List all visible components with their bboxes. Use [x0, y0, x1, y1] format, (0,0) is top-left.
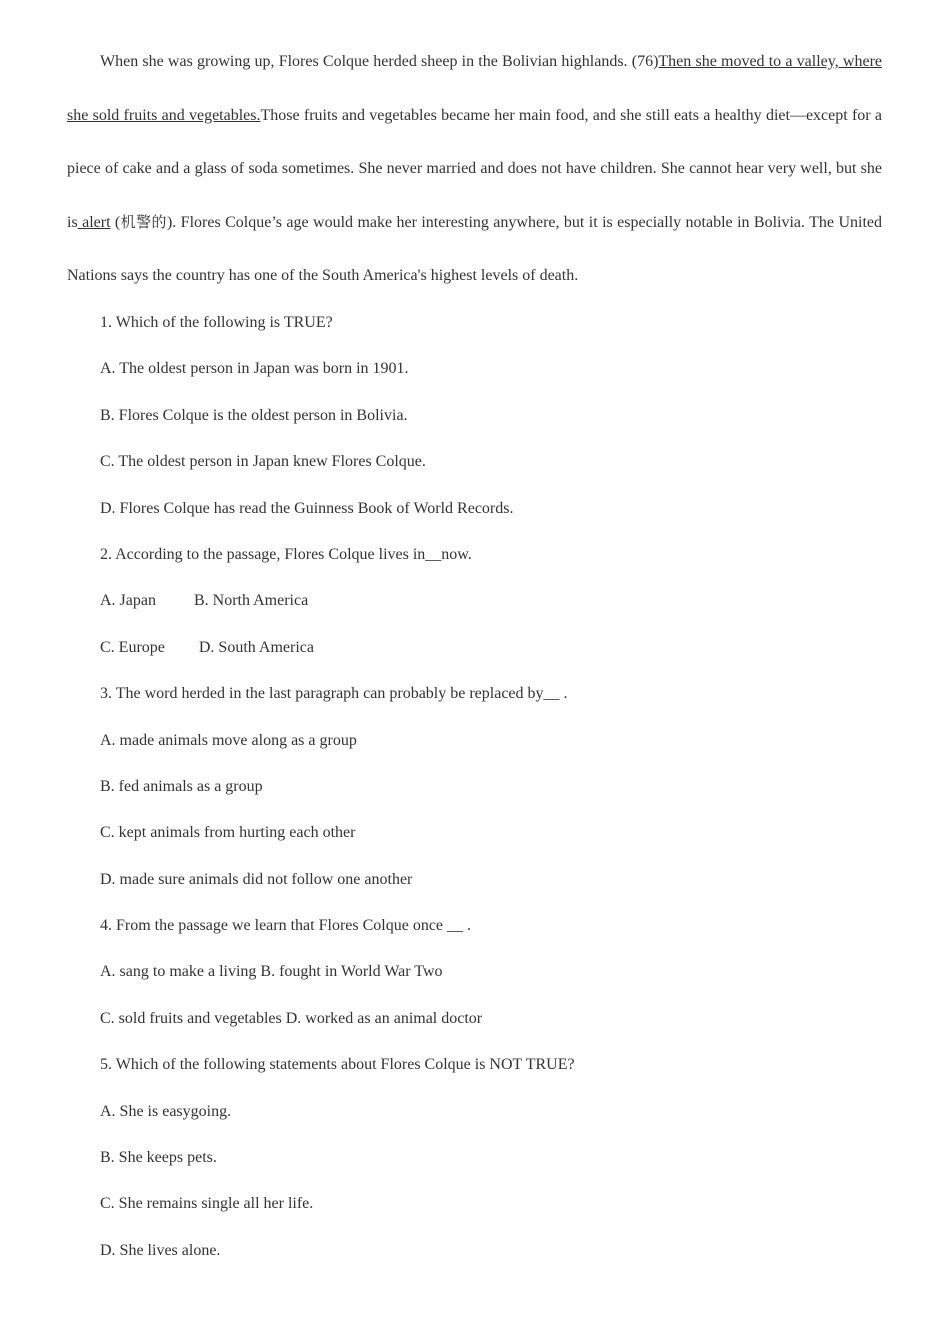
answer-option: C. The oldest person in Japan knew Flores Colque. [100, 453, 426, 471]
question-stem: 1. Which of the following is TRUE? [100, 314, 333, 331]
passage-text: ). Flores Colque’s age would make her interesting anywhere, but it is especially notable in Bolivia. The United Nations says the country has one of the South America's highest levels of death. [67, 213, 883, 285]
question-5 [100, 1042, 880, 1274]
reading-passage [67, 35, 882, 303]
answer-option: D. made sure animals did not follow one another [100, 870, 413, 888]
answer-option: A. made animals move along as a group [100, 731, 357, 749]
answer-option: B. Flores Colque is the oldest person in Bolivia. [100, 406, 408, 424]
answer-option-row [100, 578, 880, 624]
answer-option: D. South America [198, 638, 314, 656]
question-stem: 4. From the passage we learn that Flores Colque once __ . [100, 917, 472, 935]
chinese-gloss: 机警的 [120, 212, 167, 231]
passage-text: When she was growing up, Flores Colque herded sheep in the Bolivian highlands. (76) [100, 53, 659, 70]
question-stem: 3. The word herded in the last paragraph can probably be replaced by__ . [100, 685, 568, 703]
answer-option-row [100, 625, 880, 671]
answer-option: B. fed animals as a group [100, 777, 263, 795]
answer-option: C. She remains single all her life. [100, 1195, 314, 1213]
answer-option: A. Japan [100, 592, 156, 610]
answer-option: D. She lives alone. [100, 1241, 221, 1259]
passage-text: Those fruits and vegetables became her main food, and she still eats a healthy diet—except for a piece of cake and a glass of soda sometimes. She never married and does not have children. She cannot hear very well, but she is [67, 106, 882, 231]
underlined-sentence: Then she moved to a valley, where she sold fruits and vegetables. [67, 53, 882, 124]
answer-option: C. sold fruits and vegetables D. worked as an animal doctor [100, 1009, 483, 1027]
answer-option: C. Europe [100, 638, 165, 656]
answer-option: A. She is easygoing. [100, 1102, 232, 1120]
question-1 [100, 300, 880, 532]
answer-option: B. North America [193, 592, 309, 610]
answer-option: B. She keeps pets. [100, 1149, 217, 1167]
answer-option: A. sang to make a living B. fought in World War Two [100, 963, 443, 981]
underlined-word: alert [77, 213, 111, 231]
question-2 [100, 532, 880, 671]
question-stem: 2. According to the passage, Flores Colque lives in__now. [100, 545, 472, 563]
question-stem: 5. Which of the following statements about Flores Colque is NOT TRUE? [100, 1056, 575, 1074]
question-3 [100, 671, 880, 903]
passage-text: ( [110, 213, 121, 231]
answer-option: A. The oldest person in Japan was born in 1901. [100, 360, 409, 378]
question-4 [100, 903, 880, 1042]
answer-option: C. kept animals from hurting each other [100, 824, 356, 842]
questions-section [100, 300, 880, 1274]
answer-option: D. Flores Colque has read the Guinness Book of World Records. [100, 499, 514, 517]
